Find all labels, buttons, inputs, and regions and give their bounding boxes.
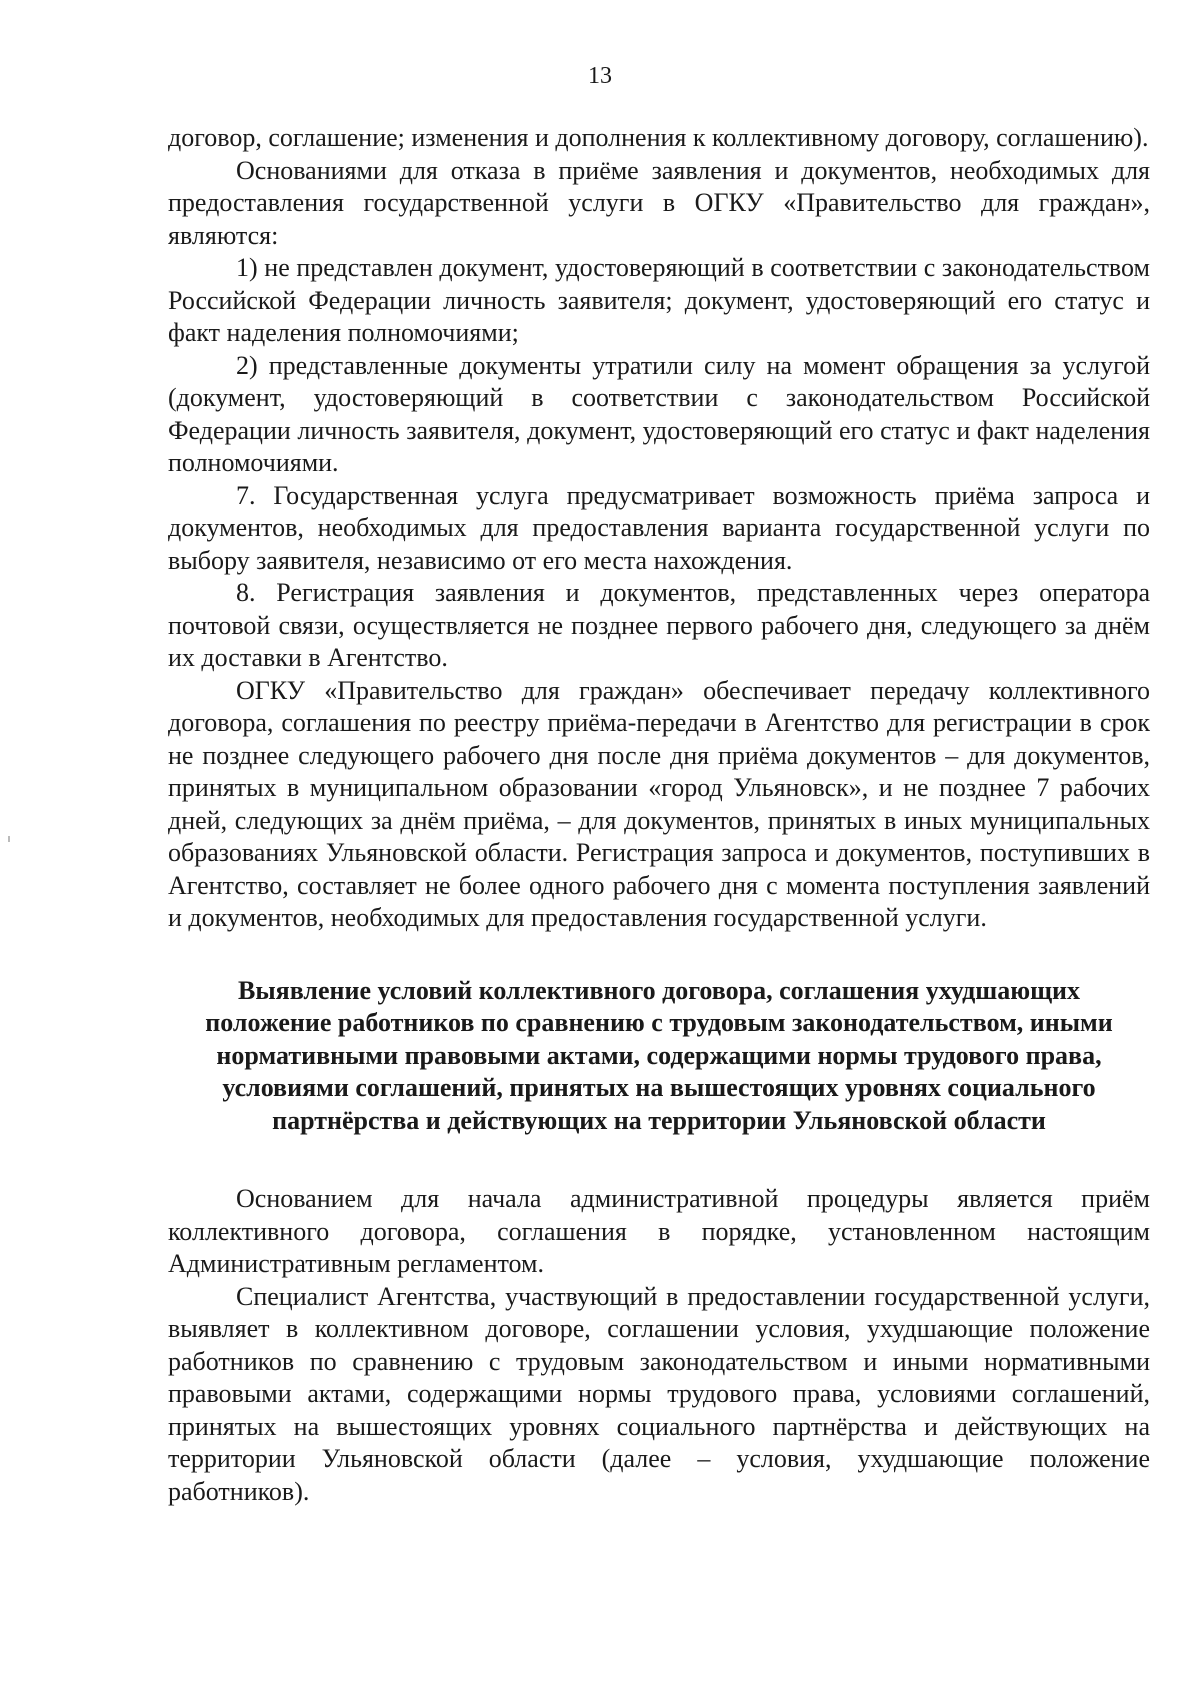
clause-7: 7. Государственная услуга предусматривает возможность приёма запроса и документов, необходимых для предоставления варианта государственной услуги по выбору заявителя, независимо от его места нахождения.	[168, 480, 1150, 575]
list-item-2: 2) представленные документы утратили силу на момент обращения за услугой (документ, удостоверяющий в соответствии с законодательством Российской Федерации личность заявителя, документ, удостоверяющий его статус и факт наделения полномочиями.	[168, 350, 1150, 477]
list-item-1: 1) не представлен документ, удостоверяющий в соответствии с законодательством Российской Федерации личность заявителя; документ, удостоверяющий его статус и факт наделения полномочиями;	[168, 253, 1150, 347]
section-heading: Выявление условий коллективного договора, соглашения ухудшающих положение работников по сравнению с трудовым законодательством, иными нормативными правовыми актами, содержащими нормы трудового права, условиями соглашений, принятых на вышестоящих уровнях социального партнёрства и действующих на территории Ульяновской области	[205, 975, 1113, 1135]
paragraph: Основанием для начала административной процедуры является приём коллективного договора, соглашения в порядке, установленном настоящим Административным регламентом.	[168, 1184, 1150, 1278]
paragraph: ОГКУ «Правительство для граждан» обеспечивает передачу коллективного договора, соглашения по реестру приёма-передачи в Агентство для регистрации в срок не позднее следующего рабочего дня после дня приёма документов – для документов, принятых в муниципальном образовании «город Ульяновск», и не позднее 7 рабочих дней, следующих за днём приёма, – для документов, принятых в иных муниципальных образованиях Ульяновской области. Регистрация запроса и документов, поступивших в Агентство, составляет не более одного рабочего дня с момента поступления заявлений и документов, необходимых для предоставления государственной услуги.	[168, 675, 1150, 932]
page-number: 13	[588, 63, 612, 89]
scan-artifact	[8, 836, 10, 842]
page-content	[168, 122, 1150, 1508]
paragraph: договор, соглашение; изменения и дополнения к коллективному договору, соглашению).	[168, 123, 1149, 152]
clause-8: 8. Регистрация заявления и документов, представленных через оператора почтовой связи, осуществляется не позднее первого рабочего дня, следующего за днём их доставки в Агентство.	[168, 578, 1150, 672]
paragraph: Основаниями для отказа в приёме заявления и документов, необходимых для предоставления государственной услуги в ОГКУ «Правительство для граждан», являются:	[168, 155, 1150, 250]
paragraph: Специалист Агентства, участвующий в предоставлении государственной услуги, выявляет в коллективном договоре, соглашении условия, ухудшающие положение работников по сравнению с трудовым законодательством и иными нормативными правовыми актами, содержащими нормы трудового права, условиями соглашений, принятых на вышестоящих уровнях социального партнёрства и действующих на территории Ульяновской области (далее – условия, ухудшающие положение работников).	[168, 1281, 1150, 1506]
